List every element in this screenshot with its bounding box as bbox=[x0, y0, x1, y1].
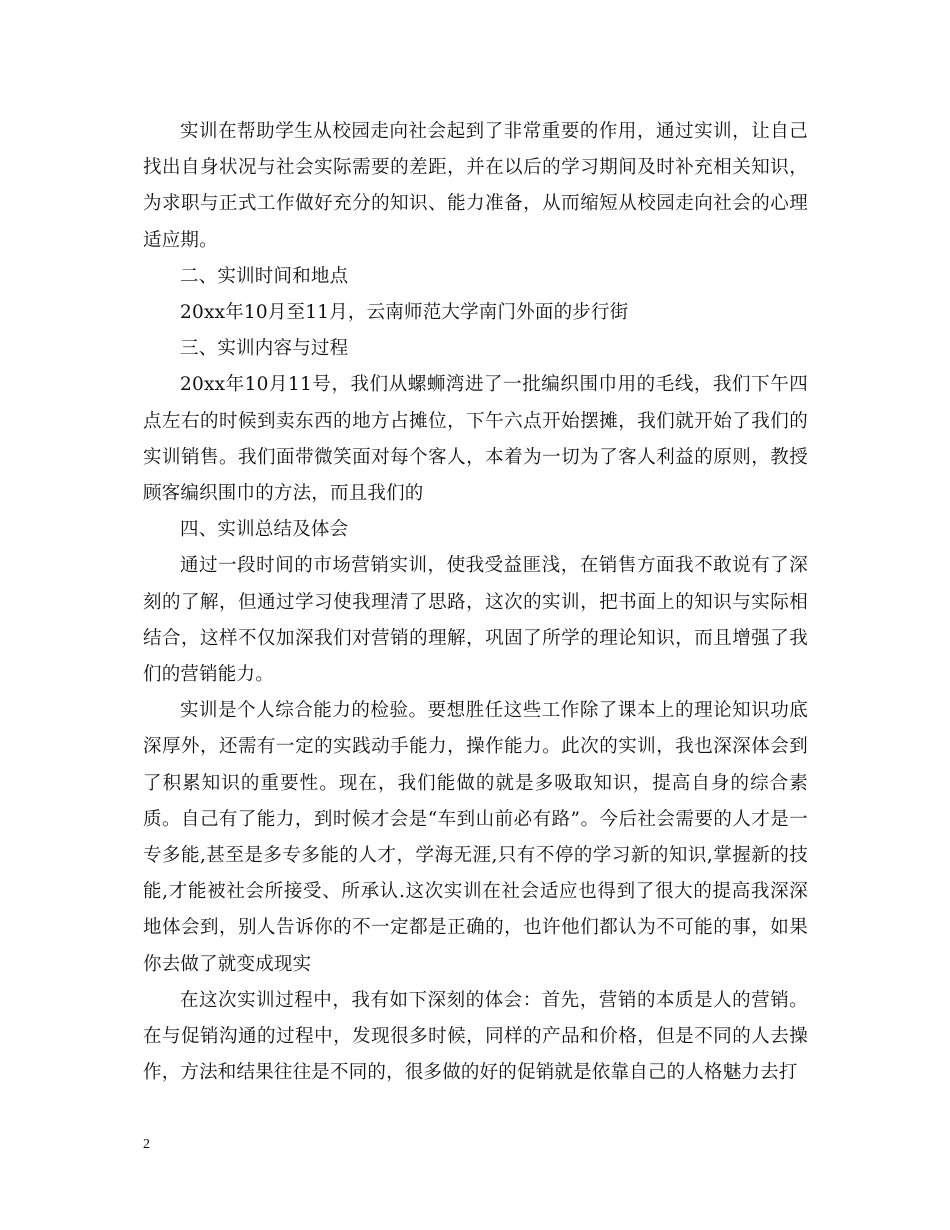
heading-summary: 四、实训总结及体会 bbox=[180, 519, 349, 541]
paragraph-content-and-process: 20xx年10月11号，我们从螺蛳湾进了一批编织围巾用的毛线，我们下午四点左右的时候到卖东西的地方占摊位，下午六点开始摆摊，我们就开始了我们的实训销售。我们面带微笑面对每个客人，本着为一切为了客人利益的原则，教授顾客编织围巾的方法，而且我们的 bbox=[143, 374, 808, 505]
heading-time-and-place: 二、实训时间和地点 bbox=[180, 265, 349, 287]
paragraph-summary-1: 通过一段时间的市场营销实训，使我受益匪浅，在销售方面我不敢说有了深刻的了解，但通过学习使我理清了思路，这次的实训，把书面上的知识与实际相结合，这样不仅加深我们对营销的理解，巩固了所学的理论知识，而且增强了我们的营销能力。 bbox=[143, 555, 808, 686]
paragraph-time-and-place: 20xx年10月至11月，云南师范大学南门外面的步行街 bbox=[180, 302, 629, 324]
paragraph-summary-2: 实训是个人综合能力的检验。要想胜任这些工作除了课本上的理论知识功底深厚外，还需有一定的实践动手能力，操作能力。此次的实训，我也深深体会到了积累知识的重要性。现在，我们能做的就是多吸取知识，提高自身的综合素质。自己有了能力，到时候才会是“车到山前必有路”。今后社会需要的人才是一专多能,甚至是多专多能的人才，学海无涯,只有不停的学习新的知识,掌握新的技能,才能被社会所接受、所承认.这次实训在社会适应也得到了很大的提高我深深地体会到，别人告诉你的不一定都是正确的，也许他们都认为不可能的事，如果你去做了就变成现实 bbox=[143, 700, 808, 975]
paragraph-intro: 实训在帮助学生从校园走向社会起到了非常重要的作用，通过实训，让自己找出自身状况与社会实际需要的差距，并在以后的学习期间及时补充相关知识，为求职与正式工作做好充分的知识、能力准备，从而缩短从校园走向社会的心理适应期。 bbox=[143, 121, 808, 251]
heading-content-and-process: 三、实训内容与过程 bbox=[180, 338, 349, 360]
document-body bbox=[143, 114, 808, 1091]
paragraph-summary-3: 在这次实训过程中，我有如下深刻的体会：首先，营销的本质是人的营销。在与促销沟通的过程中，发现很多时候，同样的产品和价格，但是不同的人去操作，方法和结果往往是不同的，很多做的好的促销就是依靠自己的人格魅力去打 bbox=[143, 989, 808, 1084]
page-number: 2 bbox=[143, 1137, 150, 1152]
